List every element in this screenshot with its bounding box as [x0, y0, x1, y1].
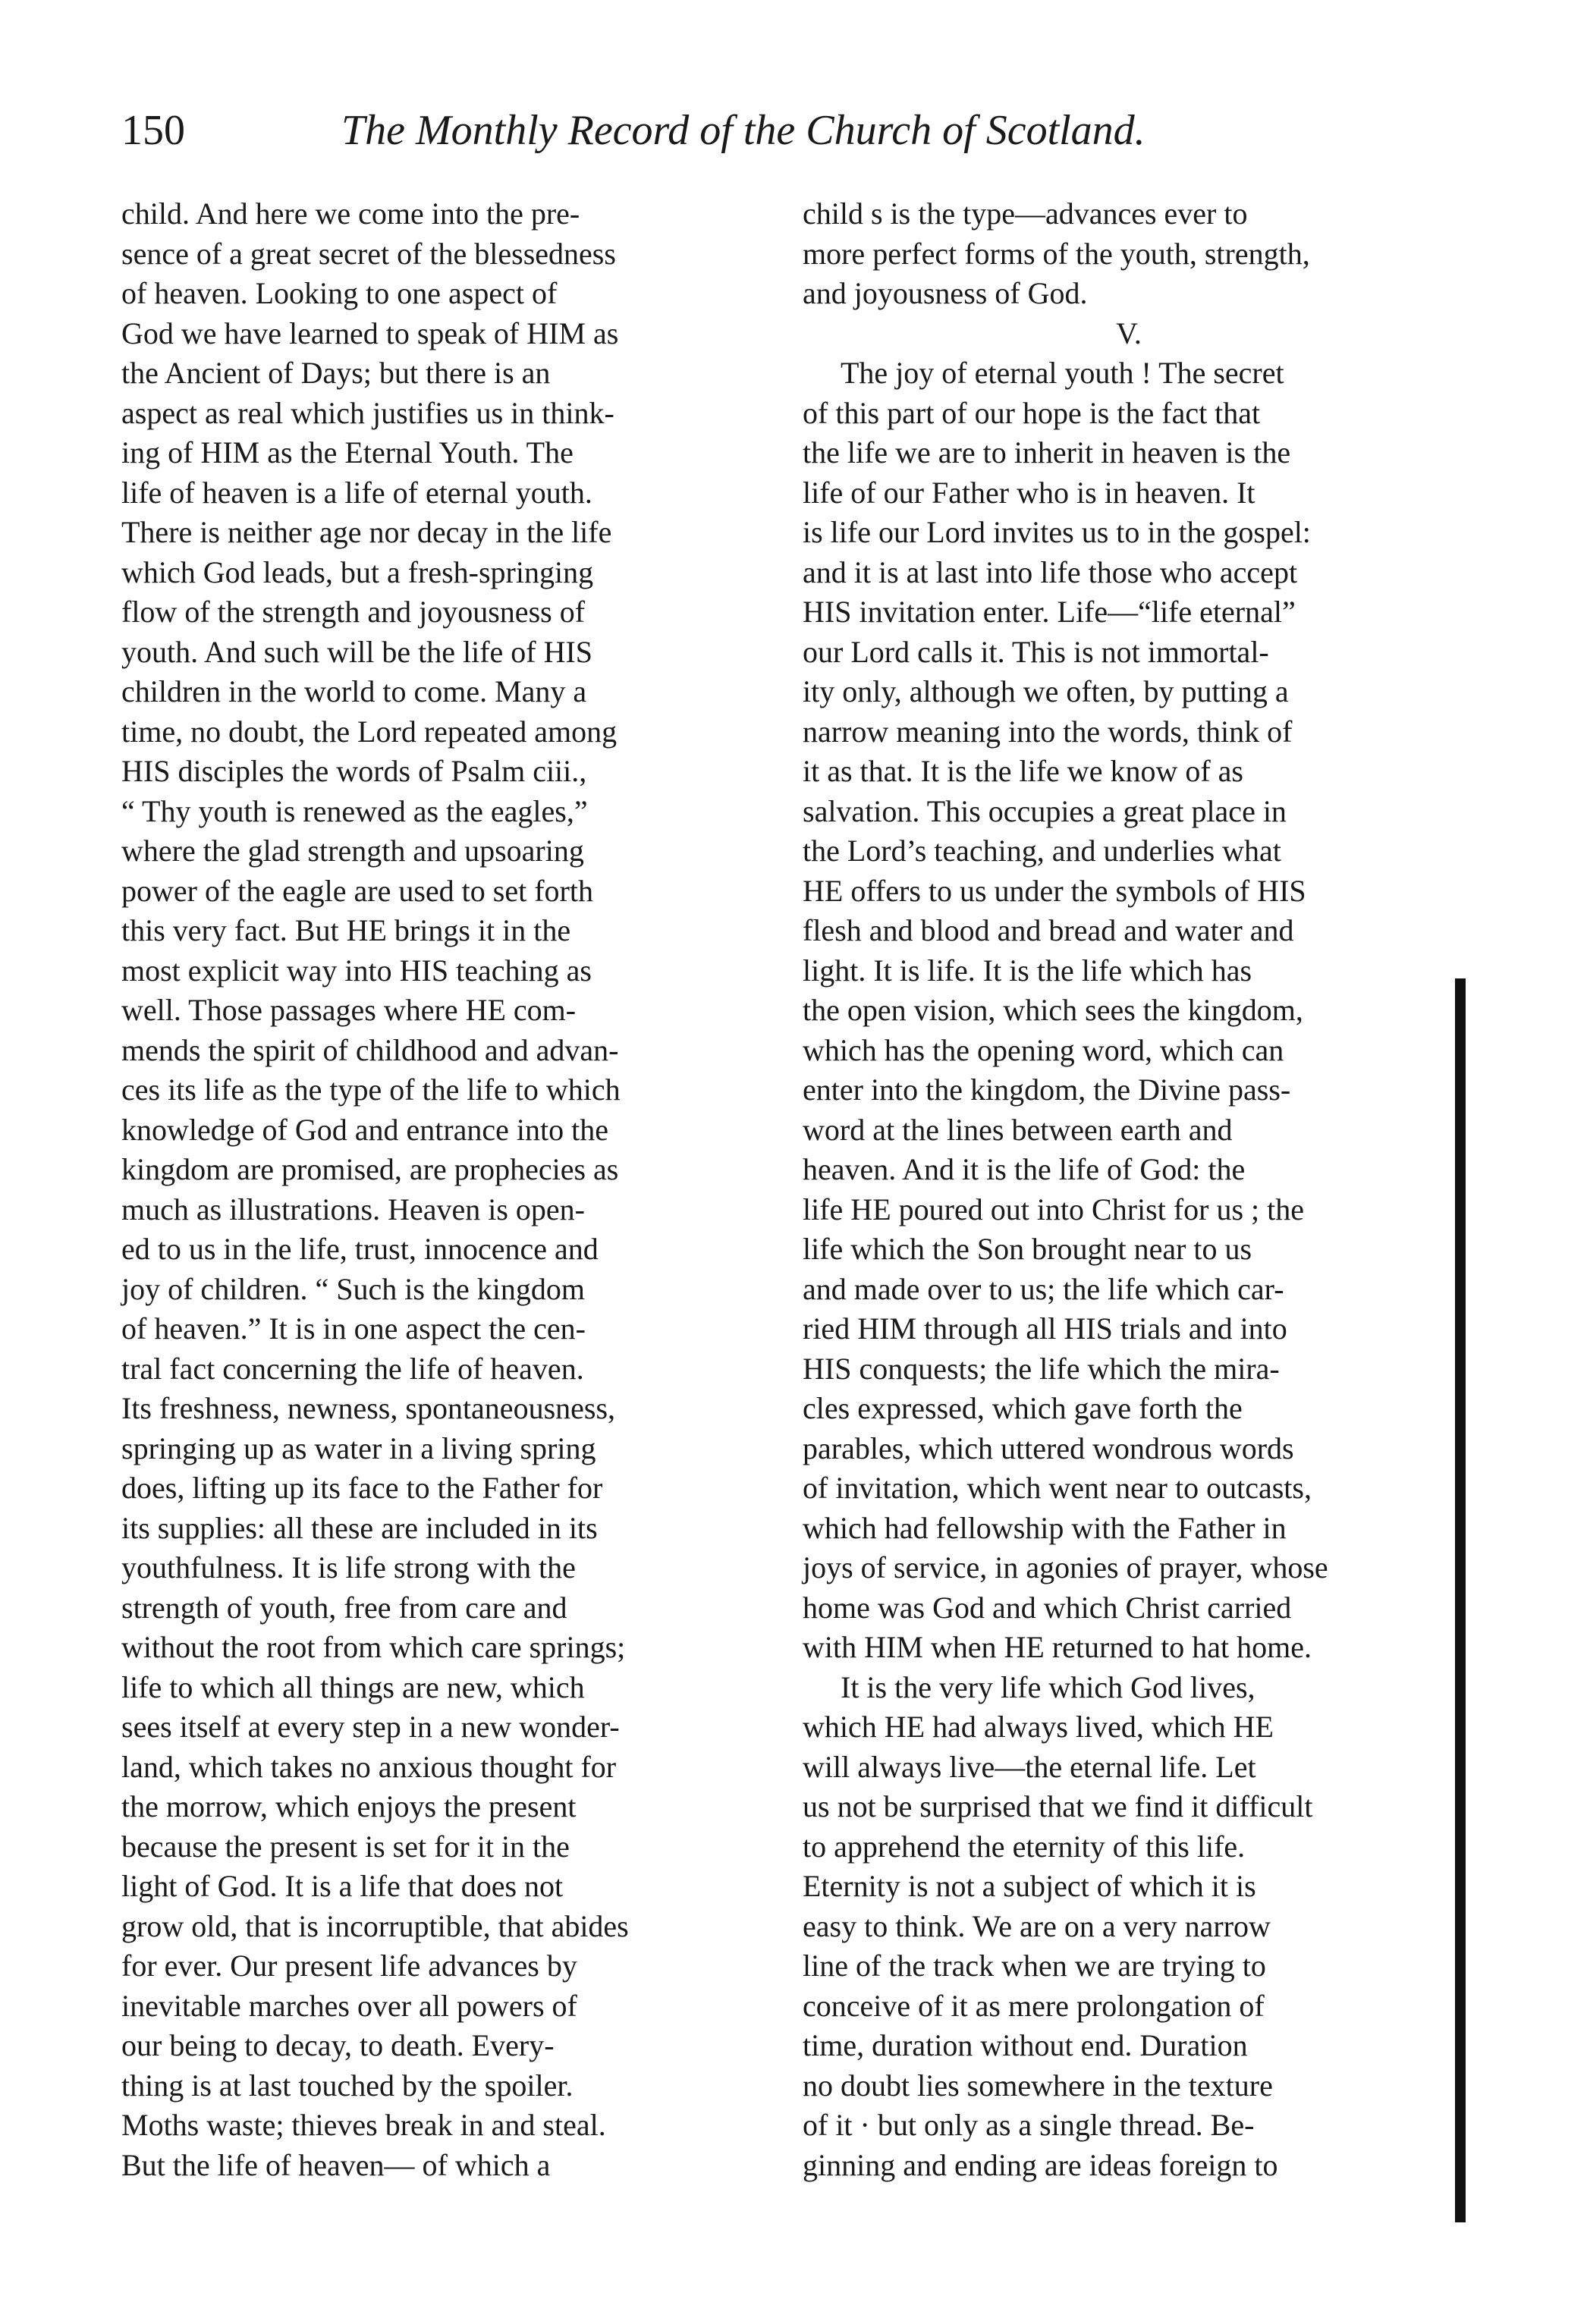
text-line: easy to think. We are on a very narrow	[803, 1908, 1271, 1943]
text-line: which had fellowship with the Father in	[803, 1510, 1287, 1545]
text-line: sence of a great secret of the blessedness	[121, 236, 616, 271]
text-line: where the glad strength and upsoaring	[121, 834, 584, 868]
text-line: conceive of it as mere prolongation of	[803, 1988, 1265, 2023]
text-line: time, no doubt, the Lord repeated among	[121, 714, 618, 749]
text-line: HIS invitation enter. Life—“life eternal”	[803, 595, 1296, 629]
text-line: and joyousness of God.	[803, 276, 1088, 310]
text-line: with HIM when HE returned to hat home.	[803, 1630, 1312, 1664]
binding-edge-shadow	[1455, 978, 1466, 2222]
text-line: joy of children. “ Such is the kingdom	[121, 1271, 586, 1306]
text-line: There is neither age nor decay in the life	[121, 515, 612, 549]
text-line: knowledge of God and entrance into the	[121, 1112, 609, 1147]
text-line: sees itself at every step in a new wonder-	[121, 1710, 620, 1744]
text-line: does, lifting up its face to the Father for	[121, 1471, 603, 1505]
text-line: flow of the strength and joyousness of	[121, 595, 586, 629]
text-line: time, duration without end. Duration	[803, 2028, 1248, 2062]
text-line: ed to us in the life, trust, innocence and	[121, 1232, 599, 1266]
text-line: light. It is life. It is the life which has	[803, 953, 1252, 988]
text-line: “ Thy youth is renewed as the eagles,”	[121, 793, 588, 828]
text-line: Moths waste; thieves break in and steal.	[121, 2108, 606, 2142]
text-line: ing of HIM as the Eternal Youth. The	[121, 435, 574, 470]
text-line: more perfect forms of the youth, strength,	[803, 236, 1310, 271]
text-line: ried HIM through all HIS trials and into	[803, 1311, 1287, 1346]
text-line: will always live—the eternal life. Let	[803, 1749, 1256, 1784]
text-line: home was God and which Christ carried	[803, 1590, 1292, 1625]
text-line: life of our Father who is in heaven. It	[803, 475, 1255, 510]
text-line: much as illustrations. Heaven is open-	[121, 1192, 585, 1226]
text-line: of this part of our hope is the fact that	[803, 395, 1261, 430]
running-title: The Monthly Record of the Church of Scotland.	[341, 107, 1145, 154]
text-line: of invitation, which went near to outcasts,	[803, 1471, 1312, 1505]
section-numeral: V.	[1116, 316, 1142, 350]
text-line: child s is the type—advances ever to	[803, 196, 1248, 231]
text-line: life of heaven is a life of eternal youth.	[121, 475, 592, 510]
text-line: child. And here we come into the pre-	[121, 196, 580, 231]
text-line: to apprehend the eternity of this life.	[803, 1829, 1246, 1864]
text-line: which has the opening word, which can	[803, 1032, 1284, 1067]
text-line: well. Those passages where HE com-	[121, 993, 577, 1027]
text-line: It is the very life which God lives,	[841, 1669, 1255, 1704]
text-line: and made over to us; the life which car-	[803, 1271, 1284, 1306]
text-line: ity only, although we often, by putting a	[803, 674, 1289, 708]
text-line: the Lord’s teaching, and underlies what	[803, 834, 1281, 868]
text-line: kingdom are promised, are prophecies as	[121, 1152, 619, 1186]
text-line: HIS conquests; the life which the mira-	[803, 1351, 1280, 1386]
text-line: cles expressed, which gave forth the	[803, 1391, 1243, 1425]
text-line: aspect as real which justifies us in think-	[121, 395, 614, 430]
right-column	[803, 194, 1455, 2185]
text-line: word at the lines between earth and	[803, 1112, 1233, 1147]
text-line: power of the eagle are used to set forth	[121, 873, 593, 908]
text-line: because the present is set for it in the	[121, 1829, 570, 1864]
text-line: salvation. This occupies a great place in	[803, 793, 1287, 828]
text-line: parables, which uttered wondrous words	[803, 1431, 1294, 1465]
text-line: children in the world to come. Many a	[121, 674, 587, 708]
text-line: us not be surprised that we find it difficult	[803, 1789, 1313, 1823]
text-line: most explicit way into HIS teaching as	[121, 953, 592, 988]
left-column	[121, 194, 781, 2185]
text-line: light of God. It is a life that does not	[121, 1869, 564, 1903]
text-line: youthfulness. It is life strong with the	[121, 1550, 576, 1584]
text-line: ces its life as the type of the life to which	[121, 1072, 621, 1107]
text-line: of heaven.” It is in one aspect the cen-	[121, 1311, 586, 1346]
text-line: The joy of eternal youth ! The secret	[841, 356, 1284, 390]
text-line: thing is at last touched by the spoiler.	[121, 2068, 574, 2103]
text-line: and it is at last into life those who accept	[803, 554, 1298, 589]
text-line: which God leads, but a fresh-springing	[121, 554, 594, 589]
text-line: life HE poured out into Christ for us ; the	[803, 1192, 1305, 1226]
text-line: for ever. Our present life advances by	[121, 1949, 577, 1983]
text-line: God we have learned to speak of HIM as	[121, 316, 619, 350]
text-line: it as that. It is the life we know of as	[803, 754, 1243, 788]
text-line: HIS disciples the words of Psalm ciii.,	[121, 754, 587, 788]
text-line: narrow meaning into the words, think of	[803, 714, 1293, 749]
text-line: springing up as water in a living spring	[121, 1431, 596, 1465]
text-line: the open vision, which sees the kingdom,	[803, 993, 1303, 1027]
text-line: of it · but only as a single thread. Be-	[803, 2108, 1255, 2142]
text-line: heaven. And it is the life of God: the	[803, 1152, 1246, 1186]
text-line: which HE had always lived, which HE	[803, 1710, 1274, 1744]
text-line: flesh and blood and bread and water and	[803, 913, 1294, 947]
text-line: strength of youth, free from care and	[121, 1590, 567, 1625]
text-line: of heaven. Looking to one aspect of	[121, 276, 558, 310]
text-line: no doubt lies somewhere in the texture	[803, 2068, 1273, 2103]
text-line: the life we are to inherit in heaven is the	[803, 435, 1291, 470]
text-line: tral fact concerning the life of heaven.	[121, 1351, 584, 1386]
text-line: joys of service, in agonies of prayer, whose	[803, 1550, 1328, 1584]
text-line: But the life of heaven— of which a	[121, 2147, 551, 2182]
text-line: ginning and ending are ideas foreign to	[803, 2147, 1278, 2182]
text-line: its supplies: all these are included in its	[121, 1510, 598, 1545]
text-line: life to which all things are new, which	[121, 1669, 585, 1704]
text-line: inevitable marches over all powers of	[121, 1988, 577, 2023]
text-line: our Lord calls it. This is not immortal-	[803, 634, 1269, 669]
text-line: mends the spirit of childhood and advan-	[121, 1032, 619, 1067]
page-number: 150	[121, 107, 185, 154]
text-line: the Ancient of Days; but there is an	[121, 356, 551, 390]
text-line: enter into the kingdom, the Divine pass-	[803, 1072, 1291, 1107]
text-line: without the root from which care springs;	[121, 1630, 626, 1664]
text-line: the morrow, which enjoys the present	[121, 1789, 577, 1823]
page-header	[121, 106, 1274, 167]
text-line: line of the track when we are trying to	[803, 1949, 1266, 1983]
text-line: this very fact. But HE brings it in the	[121, 913, 571, 947]
text-line: our being to decay, to death. Every-	[121, 2028, 555, 2062]
text-line: HE offers to us under the symbols of HIS	[803, 873, 1306, 908]
text-line: youth. And such will be the life of HIS	[121, 634, 593, 669]
text-line: Eternity is not a subject of which it is	[803, 1869, 1256, 1903]
text-line: land, which takes no anxious thought for	[121, 1749, 617, 1784]
text-line: life which the Son brought near to us	[803, 1232, 1252, 1266]
text-line: grow old, that is incorruptible, that abides	[121, 1908, 629, 1943]
text-line: is life our Lord invites us to in the gospel:	[803, 515, 1311, 549]
text-line: Its freshness, newness, spontaneousness,	[121, 1391, 616, 1425]
